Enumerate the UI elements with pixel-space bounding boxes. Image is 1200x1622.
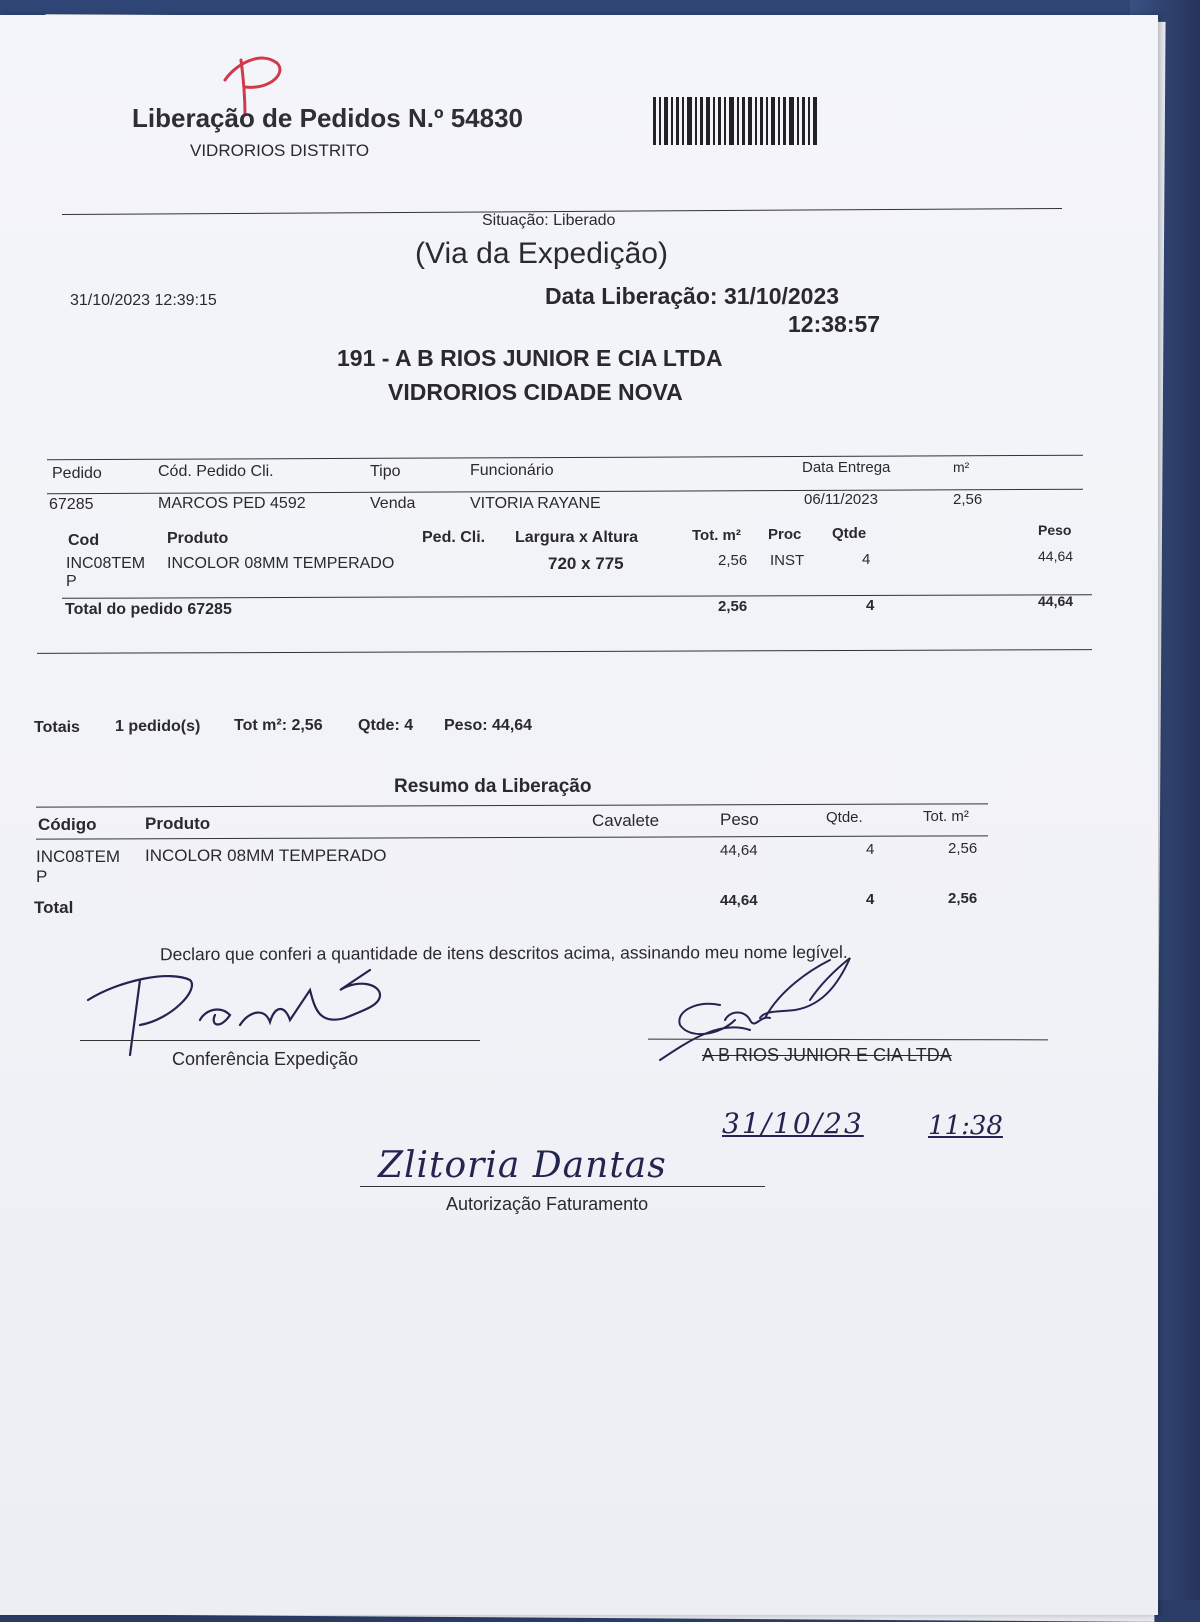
- summary-peso: 44,64: [720, 842, 758, 859]
- item-qtde: 4: [862, 551, 871, 568]
- item-cod-line2: P: [66, 573, 77, 590]
- summary-col-qtde: Qtde.: [826, 809, 863, 826]
- conferencia-label: Conferência Expedição: [172, 1049, 359, 1069]
- divider: [47, 455, 1083, 461]
- divider: [36, 835, 988, 839]
- barcode: [653, 97, 820, 145]
- summary-produto: INCOLOR 08MM TEMPERADO: [145, 846, 387, 865]
- summary-total-peso: 44,64: [720, 892, 758, 909]
- handwritten-signature-autorizacao: Zlitoria Dantas: [378, 1145, 667, 1186]
- company-name: VIDRORIOS DISTRITO: [190, 141, 370, 160]
- item-peso: 44,64: [1038, 548, 1074, 564]
- totals-qtde: Qtde: 4: [358, 717, 414, 734]
- order-total-peso: 44,64: [1038, 593, 1074, 609]
- item-col-qtde: Qtde: [832, 525, 867, 542]
- order-total-label: Total do pedido 67285: [65, 601, 232, 618]
- summary-total-tot-m2: 2,56: [948, 890, 978, 907]
- totals-label: Totais: [34, 719, 80, 736]
- divider: [47, 489, 1083, 495]
- summary-col-tot-m2: Tot. m²: [923, 808, 969, 825]
- handwritten-signature-conferencia: [80, 950, 420, 1060]
- order-funcionario: VITORIA RAYANE: [470, 495, 601, 512]
- item-col-tot-m2: Tot. m²: [692, 527, 741, 544]
- release-time: 12:38:57: [788, 311, 881, 337]
- summary-codigo-line1: INC08TEM: [36, 847, 121, 866]
- client-store: VIDRORIOS CIDADE NOVA: [388, 379, 683, 405]
- divider: [62, 594, 1092, 599]
- summary-total-qtde: 4: [866, 891, 875, 908]
- summary-qtde: 4: [866, 841, 875, 858]
- summary-col-codigo: Código: [38, 815, 97, 834]
- client-name: 191 - A B RIOS JUNIOR E CIA LTDA: [337, 345, 723, 371]
- signature-line: [360, 1186, 765, 1187]
- item-col-proc: Proc: [768, 526, 802, 543]
- status-text: Situação: Liberado: [482, 212, 616, 229]
- order-pedido: 67285: [49, 496, 94, 513]
- summary-title: Resumo da Liberação: [394, 776, 592, 797]
- col-m2: m²: [953, 459, 970, 475]
- order-total-qtde: 4: [866, 597, 875, 614]
- document-sheet: [0, 15, 1158, 1615]
- signature-line: [80, 1040, 480, 1041]
- handwritten-time: 11:38: [928, 1111, 1003, 1141]
- col-cod-pedido-cli: Cód. Pedido Cli.: [158, 463, 274, 480]
- copy-type: (Via da Expedição): [415, 237, 668, 270]
- summary-tot-m2: 2,56: [948, 840, 978, 857]
- item-col-produto: Produto: [167, 530, 229, 547]
- summary-col-cavalete: Cavalete: [592, 811, 660, 830]
- item-col-cod: Cod: [68, 532, 100, 549]
- order-cod-pedido-cli: MARCOS PED 4592: [158, 495, 306, 512]
- order-data-entrega: 06/11/2023: [804, 491, 878, 508]
- item-cod-line1: INC08TEM: [66, 555, 146, 572]
- item-col-largura-altura: Largura x Altura: [515, 529, 638, 546]
- summary-total-label: Total: [34, 898, 74, 917]
- totals-peso: Peso: 44,64: [444, 717, 533, 734]
- col-pedido: Pedido: [52, 465, 102, 482]
- item-tot-m2: 2,56: [718, 552, 748, 569]
- item-col-peso: Peso: [1038, 522, 1072, 538]
- col-funcionario: Funcionário: [470, 462, 554, 479]
- divider: [36, 803, 988, 807]
- release-date: Data Liberação: 31/10/2023: [545, 283, 840, 309]
- item-col-ped-cli: Ped. Cli.: [422, 529, 486, 546]
- item-proc: INST: [770, 552, 805, 569]
- handwritten-date: 31/10/23: [722, 1107, 864, 1140]
- summary-col-peso: Peso: [720, 810, 759, 829]
- item-largura-altura: 720 x 775: [548, 554, 624, 573]
- handwritten-signature-company: [660, 950, 890, 1090]
- totals-tot-m2: Tot m²: 2,56: [234, 717, 323, 734]
- divider: [37, 649, 1092, 654]
- printed-at: 31/10/2023 12:39:15: [70, 292, 217, 309]
- order-tipo: Venda: [370, 495, 416, 512]
- item-produto: INCOLOR 08MM TEMPERADO: [167, 555, 395, 572]
- order-total-tot-m2: 2,56: [718, 598, 748, 615]
- col-tipo: Tipo: [370, 463, 401, 480]
- order-m2: 2,56: [953, 491, 983, 508]
- document-title: Liberação de Pedidos N.º 54830: [132, 103, 523, 133]
- col-data-entrega: Data Entrega: [802, 459, 891, 476]
- summary-codigo-line2: P: [36, 867, 48, 886]
- declaration-text: Declaro que conferi a quantidade de itens descritos acima, assinando meu nome legível.: [159, 941, 848, 965]
- summary-col-produto: Produto: [145, 814, 211, 833]
- company-signature-label: A B RIOS JUNIOR E CIA LTDA: [702, 1045, 952, 1065]
- autorizacao-label: Autorização Faturamento: [446, 1194, 649, 1214]
- totals-pedidos: 1 pedido(s): [115, 718, 201, 735]
